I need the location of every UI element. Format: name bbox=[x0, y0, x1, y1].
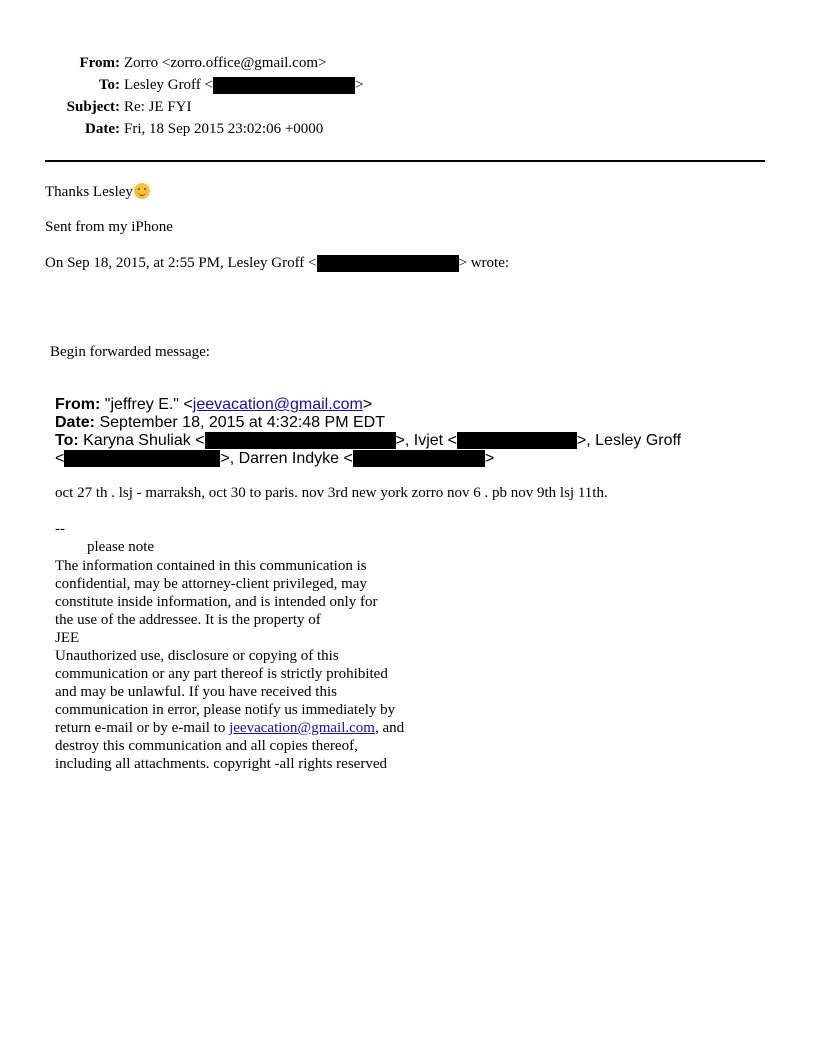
signature-dashes: -- bbox=[55, 521, 65, 537]
fwd-to-part6: > bbox=[484, 450, 495, 467]
header-date-row bbox=[0, 118, 816, 140]
disclaimer-line: and may be unlawful. If you have received this bbox=[55, 684, 337, 700]
disclaimer-line: communication or any part thereof is strictly prohibited bbox=[55, 666, 388, 682]
reply-thanks bbox=[45, 183, 150, 201]
disclaimer-line: The information contained in this communication is bbox=[55, 558, 367, 574]
quote-attribution bbox=[45, 255, 509, 272]
fwd-from-label: From: bbox=[55, 396, 101, 413]
fwd-to-row bbox=[55, 432, 681, 450]
disclaimer-line: including all attachments. copyright -all rights reserved bbox=[55, 756, 387, 772]
from-label: From: bbox=[79, 55, 120, 71]
to-value-prefix: Lesley Groff < bbox=[124, 77, 213, 93]
reply-signature: Sent from my iPhone bbox=[45, 219, 173, 235]
redaction-box bbox=[213, 77, 355, 94]
disclaimer-line: the use of the addressee. It is the property of bbox=[55, 612, 321, 628]
header-to-row bbox=[0, 74, 816, 96]
subject-label: Subject: bbox=[66, 99, 120, 115]
fwd-to-row-continued bbox=[55, 450, 494, 468]
disclaimer-line: JEE bbox=[55, 630, 80, 646]
forwarded-intro: Begin forwarded message: bbox=[50, 344, 210, 360]
fwd-to-part2: >, Ivjet < bbox=[395, 432, 457, 449]
to-value-suffix: > bbox=[355, 77, 364, 93]
fwd-to-label: To: bbox=[55, 432, 79, 449]
redaction-box bbox=[205, 432, 396, 449]
fwd-date-label: Date: bbox=[55, 414, 96, 431]
smiling-face-icon bbox=[134, 183, 150, 199]
fwd-from-email-link[interactable]: jeevacation@gmail.com bbox=[192, 396, 363, 413]
disclaimer-line: constitute inside information, and is intended only for bbox=[55, 594, 378, 610]
date-value: Fri, 18 Sep 2015 23:02:06 +0000 bbox=[124, 121, 324, 137]
fwd-to-part4: < bbox=[55, 450, 65, 467]
fwd-date-row bbox=[55, 414, 385, 432]
quote-prefix: On Sep 18, 2015, at 2:55 PM, Lesley Groff < bbox=[45, 255, 317, 271]
quote-suffix: > wrote: bbox=[458, 255, 510, 271]
disclaimer-line: communication in error, please notify us immediately by bbox=[55, 702, 396, 718]
disclaimer-line: destroy this communication and all copies thereof, bbox=[55, 738, 358, 754]
fwd-date-value: September 18, 2015 at 4:32:48 PM EDT bbox=[99, 414, 385, 431]
fwd-from-row bbox=[55, 396, 372, 414]
header-subject-row bbox=[0, 96, 816, 118]
fwd-from-name: "jeffrey E." < bbox=[104, 396, 193, 413]
subject-value: Re: JE FYI bbox=[124, 99, 192, 115]
fwd-to-part1: Karyna Shuliak < bbox=[83, 432, 205, 449]
fwd-to-part5: >, Darren Indyke < bbox=[220, 450, 353, 467]
disclaimer-text bbox=[55, 557, 404, 773]
fwd-to-part3: >, Lesley Groff bbox=[576, 432, 682, 449]
fwd-from-close: > bbox=[362, 396, 373, 413]
to-value bbox=[124, 74, 363, 96]
redaction-box bbox=[457, 432, 577, 449]
date-label: Date: bbox=[85, 121, 120, 137]
return-suffix: , and bbox=[374, 720, 405, 736]
disclaimer-line: confidential, may be attorney-client privileged, may bbox=[55, 576, 367, 592]
header-from-row bbox=[0, 52, 816, 74]
redaction-box bbox=[64, 450, 220, 467]
disclaimer-email-link[interactable]: jeevacation@gmail.com bbox=[229, 720, 375, 736]
forwarded-body: oct 27 th . lsj - marraksh, oct 30 to paris. nov 3rd new york zorro nov 6 . pb nov 9th lsj 11th. bbox=[55, 485, 608, 501]
disclaimer-note: please note bbox=[87, 539, 155, 555]
redaction-box bbox=[353, 450, 485, 467]
return-prefix: return e-mail or by e-mail to bbox=[55, 720, 230, 736]
header-divider bbox=[45, 160, 765, 162]
from-value: Zorro <zorro.office@gmail.com> bbox=[124, 55, 327, 71]
to-label: To: bbox=[98, 77, 120, 93]
disclaimer-return-line bbox=[55, 719, 404, 737]
disclaimer-line: Unauthorized use, disclosure or copying of this bbox=[55, 648, 339, 664]
thanks-text: Thanks Lesley bbox=[45, 184, 133, 200]
redaction-box bbox=[317, 255, 459, 272]
